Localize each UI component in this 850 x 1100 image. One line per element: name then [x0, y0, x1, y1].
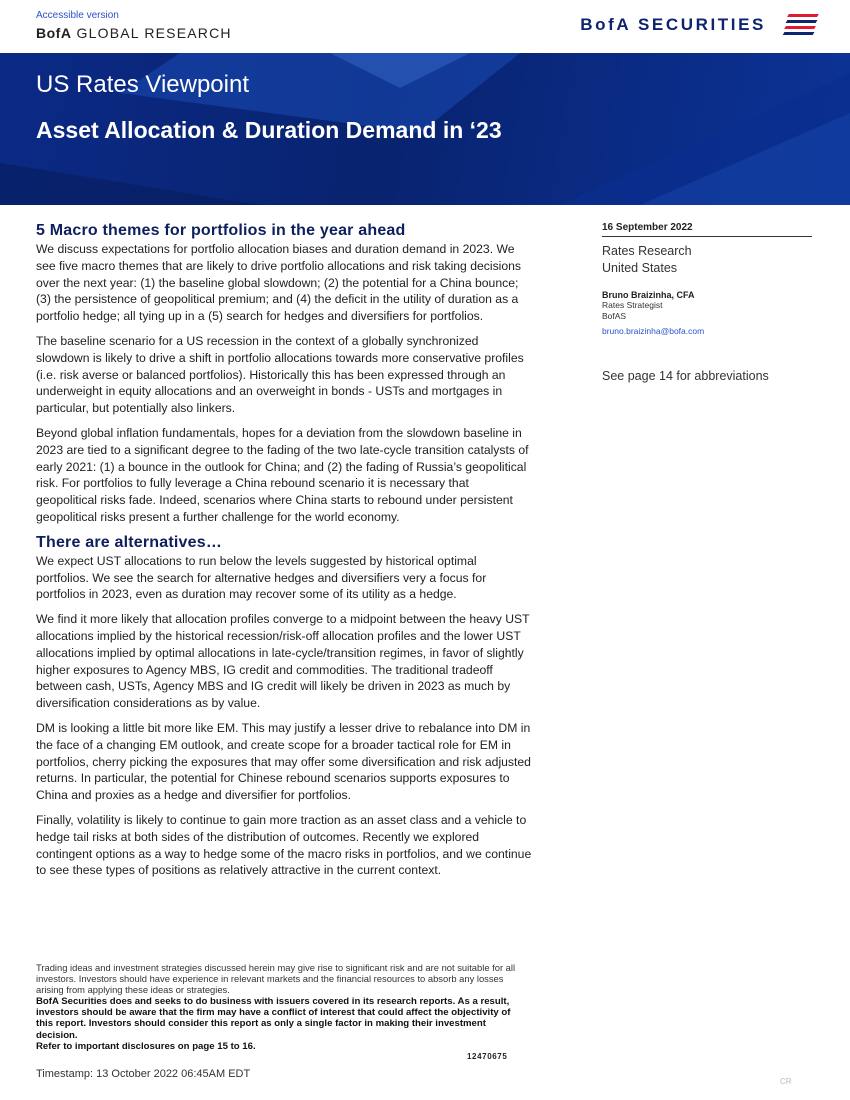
report-title: Asset Allocation & Duration Demand in ‘23 [36, 117, 502, 143]
paragraph: We expect UST allocations to run below the levels suggested by historical optimal portfolios. We see the search for alternative hedges and diversifiers very a focus for portfolios in 2023, even as duration may recover some of its utility as a hedge. [36, 553, 487, 602]
section-heading-alternatives: There are alternatives… [36, 533, 223, 551]
author-role: Rates Strategist [602, 300, 663, 310]
paragraph: DM is looking a little bit more like EM. This may justify a lesser drive to rebalance into DM in the face of a changing EM outlook, and create scope for a broader tactical role for EM in portfolios, cherry picking the exposures that may offer some diversification and risk adjusted returns. In particular, the potential for Chinese rebound scenarios supports exposures to China and proxies as a hedge and diversifier for portfolios. [36, 720, 531, 803]
abbreviations-note: See page 14 for abbreviations [602, 369, 769, 383]
timestamp: Timestamp: 13 October 2022 06:45AM EDT [36, 1068, 251, 1080]
logo-text: BofA SECURITIES [580, 15, 766, 34]
category-line: Rates Research [602, 244, 692, 258]
flag-icon [776, 12, 822, 38]
region-line: United States [602, 260, 678, 275]
author-email-link[interactable]: bruno.braizinha@bofa.com [602, 326, 705, 336]
paragraph: We discuss expectations for portfolio allocation biases and duration demand in 2023. We see five macro themes that are likely to drive portfolio allocations and risk taking decisions over the next year: (1) the baseline global slowdown; (2) the potential for a China bounce; (3) the persistence of geopolitical premium; and (4) the deficit in the utility of duration as a portfolio hedge; all tying up in a (5) search for hedges and diversifiers for portfolios. [36, 242, 522, 324]
sidebar [602, 222, 812, 383]
paragraph: We find it more likely that allocation profiles converge to a midpoint between the heavy UST allocations implied by the historical recession/risk-off allocation profiles and the lower UST allocations implied by optimal allocations in late-cycle/transition regimes, in favor of slightly higher exposures to Agency MBS, IG credit and commodities. The traditional tradeoff between cash, USTs, Agency MBS and IG credit will likely be driven in 2023 as much by diversification considerations as by value. [36, 612, 530, 711]
cr-mark: CR [780, 1077, 792, 1086]
report-series: US Rates Viewpoint [36, 71, 249, 98]
paragraph: Finally, volatility is likely to continue to gain more traction as an asset class and a vehicle to hedge tail risks at both sides of the distribution of outcomes. Recently we explored contingent options as a way to hedge some of the macro risks in portfolios, and we continue to see these types of positions as relatively attractive in the current context. [36, 812, 532, 878]
document-code: 12470675 [467, 1052, 508, 1061]
author-name: Bruno Braizinha, CFA [602, 290, 695, 300]
paragraph: The baseline scenario for a US recession in the context of a globally synchronized slowdown is likely to drive a shift in portfolio allocations towards more conservative profiles (i.e. risk averse or balanced portfolios). Historically this has been expressed through an underweight in equity allocations and an overweight in bonds - USTs and mortgages in particular, but potentially also linkers. [36, 333, 524, 416]
report-category [602, 243, 812, 276]
main-content [36, 222, 532, 887]
brand-suffix: GLOBAL RESEARCH [76, 25, 232, 41]
author-block [602, 290, 812, 339]
title-banner [0, 53, 850, 205]
accessible-version-link[interactable]: Accessible version [36, 10, 119, 21]
disclaimer-risk: Trading ideas and investment strategies discussed herein may give rise to significant risk and are not suitable for all investors. Investors should have experience in relevant markets and the financial resources to absorb any losses arising from applying these ideas or strategies. [36, 962, 516, 996]
author-firm: BofAS [602, 310, 627, 321]
global-research-brand [36, 25, 232, 41]
disclaimer [36, 962, 516, 1053]
bofa-securities-logo [580, 12, 822, 38]
section-heading-macro-themes: 5 Macro themes for portfolios in the year ahead [36, 222, 406, 239]
disclosures-reference: Refer to important disclosures on page 15 to 16. [36, 1041, 256, 1053]
disclaimer-conflict: BofA Securities does and seeks to do business with issuers covered in its research reports. As a result, investors should be aware that the firm may have a conflict of interest that could affect the objectivity of this report. Investors should consider this report as only a single factor in making their investment decision. [36, 995, 511, 1041]
brand-prefix: BofA [36, 25, 72, 41]
report-date: 16 September 2022 [602, 222, 812, 237]
paragraph: Beyond global inflation fundamentals, hopes for a deviation from the slowdown baseline in 2023 are tied to a significant degree to the fading of the two late-cycle transition catalysts of early 2021: (1) a bounce in the outlook for China; and (2) the fading of Russia’s geopolitical risk. For portfolios to fully leverage a China rebound scenario it is necessary that geopolitical risks fade. Indeed, scenarios where China starts to rebound under persistent geopolitical risks present a further challenge for the world economy. [36, 425, 529, 524]
